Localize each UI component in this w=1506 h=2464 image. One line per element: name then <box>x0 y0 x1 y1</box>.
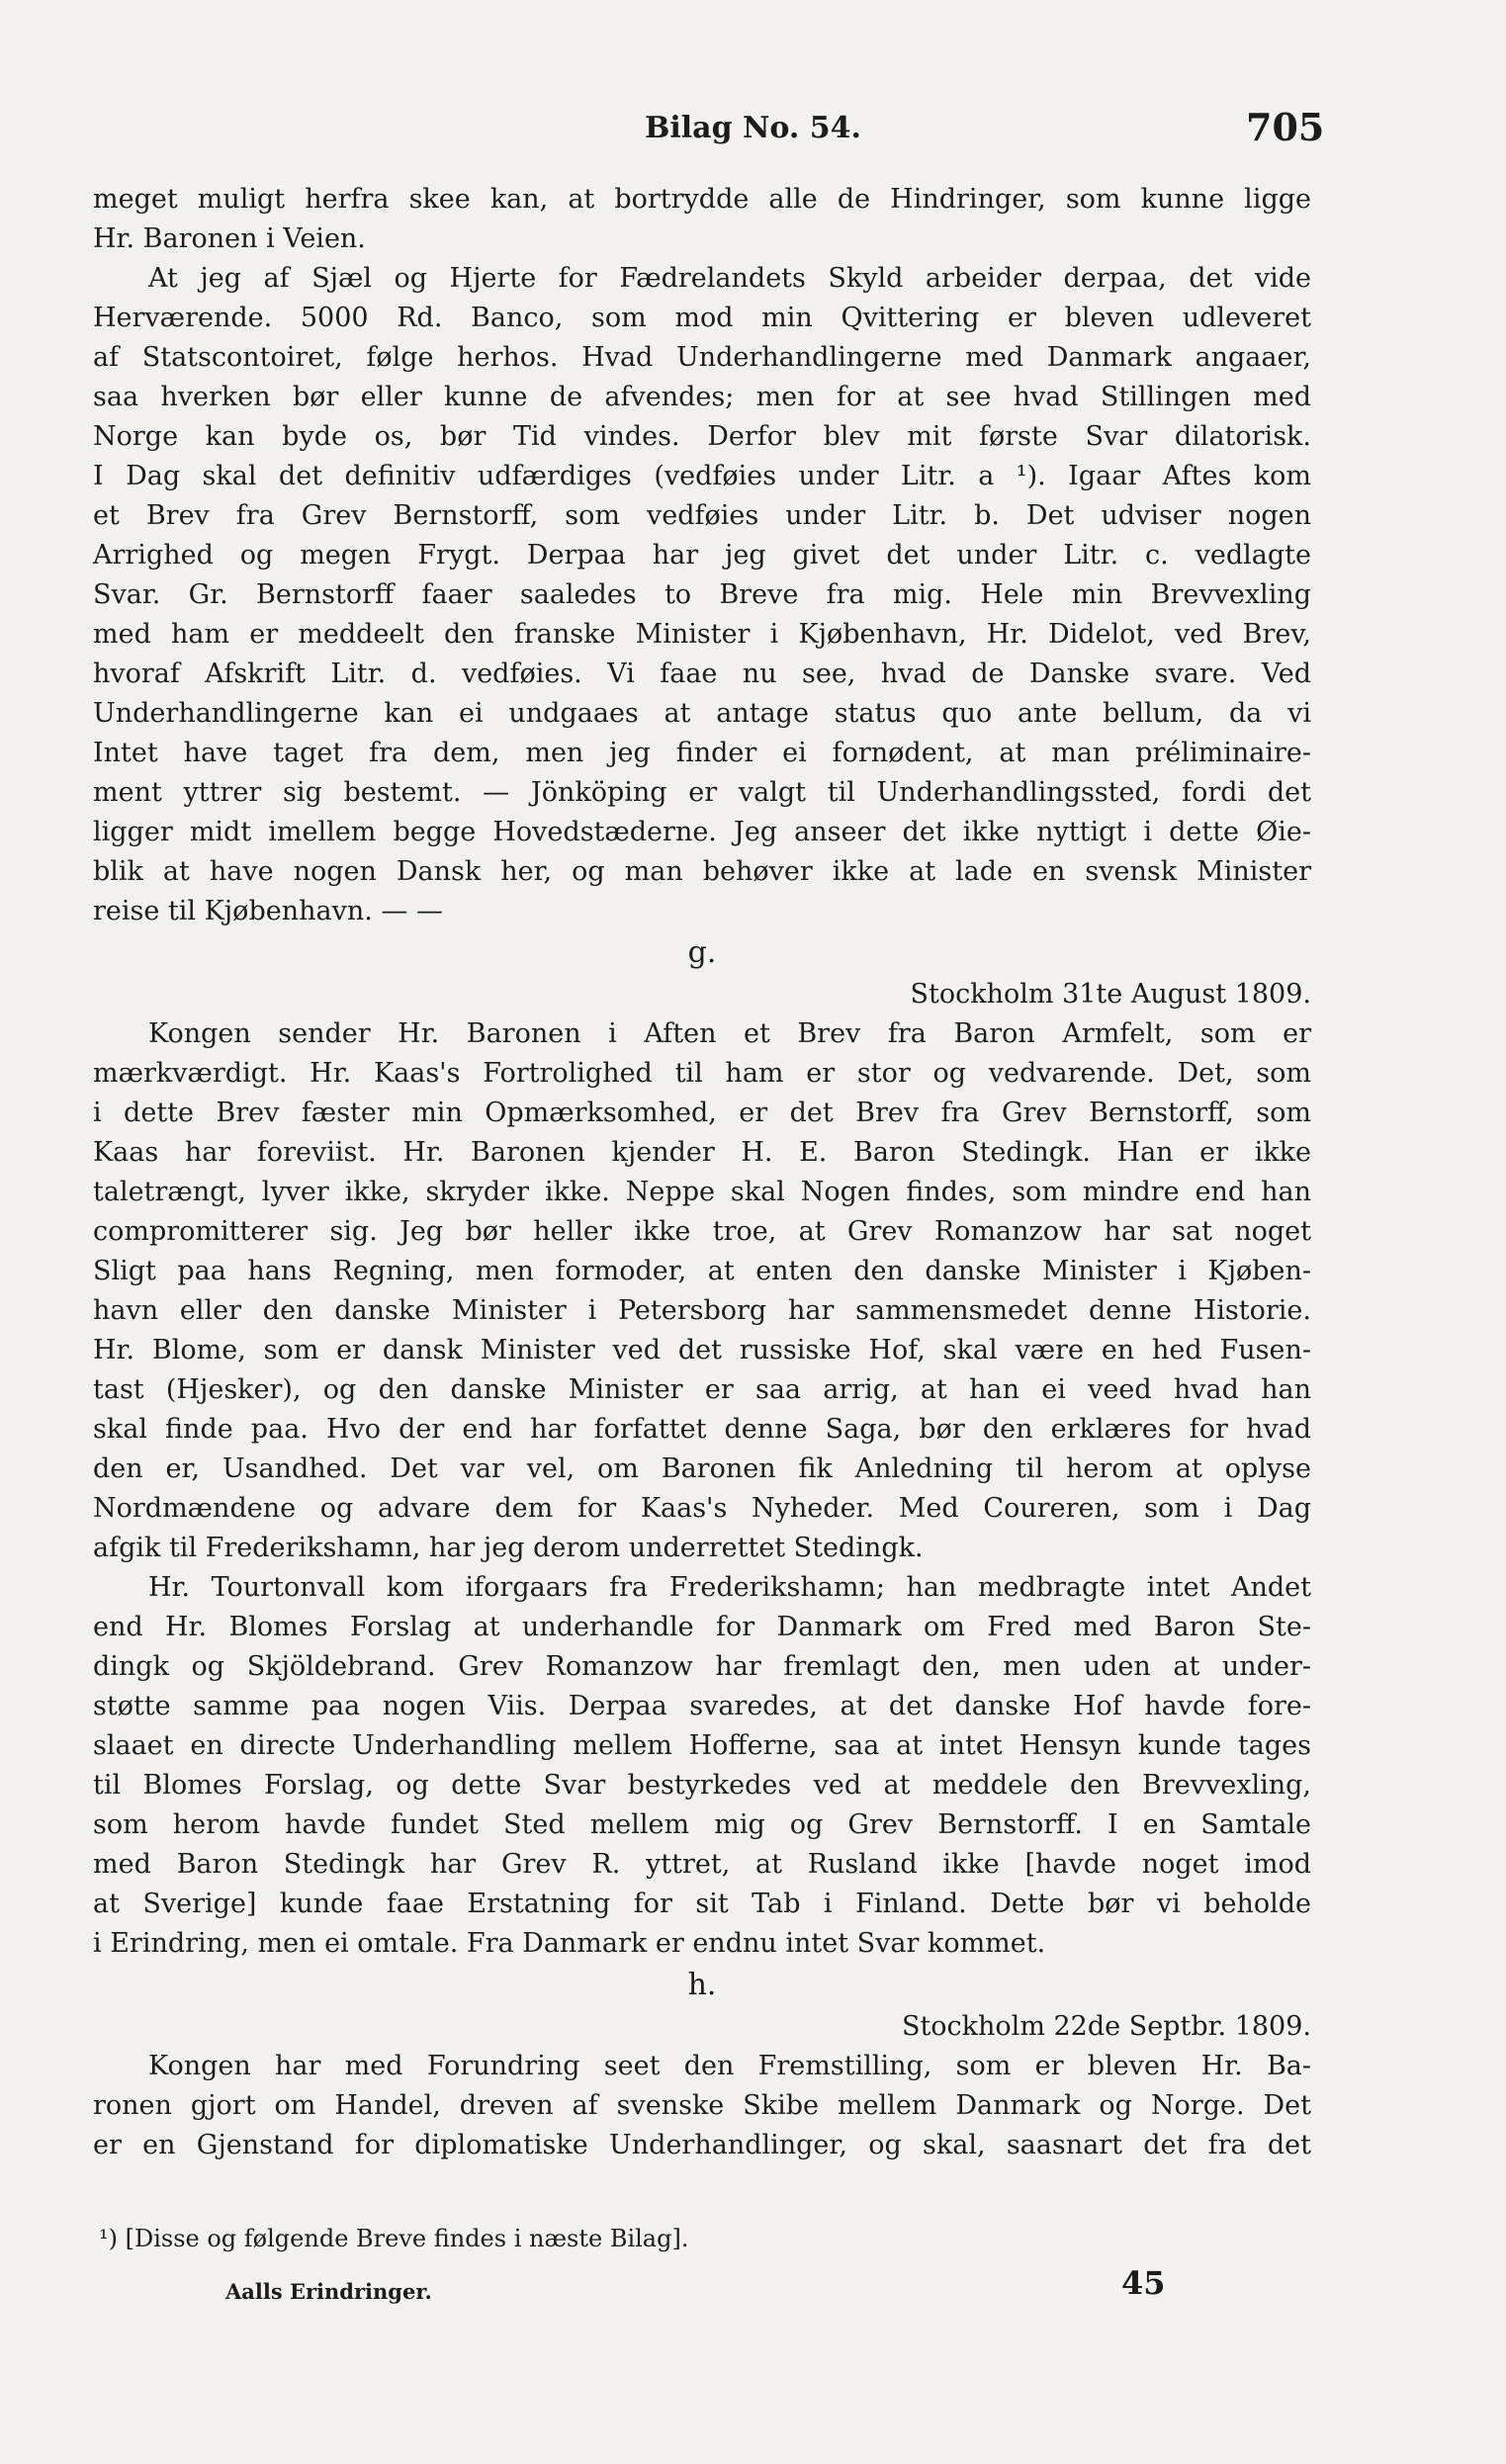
signature-number: 45 <box>1121 2264 1166 2302</box>
signature-mark: Aalls Erindringer. <box>225 2279 432 2304</box>
text-line: Hr. Tourtonvall kom iforgaars fra Frederikshamn; han medbragte intet Andet <box>148 1572 1311 1603</box>
text-line: Kongen sender Hr. Baronen i Aften et Brev fra Baron Armfelt, som er <box>148 1018 1311 1049</box>
text-line: afgik til Frederikshamn, har jeg derom underrettet Stedingk. <box>93 1533 924 1563</box>
section-h-text <box>93 2047 1311 2165</box>
section-g-text <box>93 1014 1311 1964</box>
text-line: af Statscontoiret, følge herhos. Hvad Underhandlingerne med Danmark angaaer, <box>93 342 1311 373</box>
running-header: Bilag No. 54. <box>645 111 861 145</box>
page-number: 705 <box>1246 105 1325 149</box>
text-line: meget muligt herfra skee kan, at bortrydde alle de Hindringer, som kunne ligge <box>93 184 1311 215</box>
text-line: compromitterer sig. Jeg bør heller ikke troe, at Grev Romanzow har sat noget <box>93 1216 1311 1247</box>
dateline-g: Stockholm 31te August 1809. <box>910 979 1311 1010</box>
text-line: end Hr. Blomes Forslag at underhandle for Danmark om Fred med Baron Ste- <box>93 1612 1311 1642</box>
text-line: skal finde paa. Hvo der end har forfattet denne Saga, bør den erklæres for hvad <box>93 1414 1311 1445</box>
text-line: at Sverige] kunde faae Erstatning for sit Tab i Finland. Dette bør vi beholde <box>93 1889 1311 1919</box>
text-line: Kongen har med Forundring seet den Fremstilling, som er bleven Hr. Ba- <box>148 2051 1311 2081</box>
text-line: som herom havde fundet Sted mellem mig og Grev Bernstorff. I en Samtale <box>93 1809 1311 1840</box>
text-line: At jeg af Sjæl og Hjerte for Fædrelandets Skyld arbeider derpaa, det vide <box>148 263 1311 294</box>
text-line: Hr. Blome, som er dansk Minister ved det russiske Hof, skal være en hed Fusen- <box>93 1335 1311 1365</box>
dateline-h: Stockholm 22de Septbr. 1809. <box>901 2011 1311 2042</box>
text-line: reise til Kjøbenhavn. — — <box>93 896 443 926</box>
text-line: Nordmændene og advare dem for Kaas's Nyheder. Med Coureren, som i Dag <box>93 1493 1311 1524</box>
text-line: Herværende. 5000 Rd. Banco, som mod min Qvittering er bleven udleveret <box>93 303 1311 333</box>
text-line: Sligt paa hans Regning, men formoder, at enten den danske Minister i Kjøben- <box>93 1256 1311 1286</box>
section-letter-g: g. <box>687 935 717 970</box>
text-line: ronen gjort om Handel, dreven af svenske Skibe mellem Danmark og Norge. Det <box>93 2090 1311 2121</box>
text-line: ligger midt imellem begge Hovedstæderne. Jeg anseer det ikke nyttigt i dette Øie- <box>93 817 1311 847</box>
text-line: Underhandlingerne kan ei undgaaes at antage status quo ante bellum, da vi <box>93 698 1311 729</box>
text-line: slaaet en directe Underhandling mellem Hofferne, saa at intet Hensyn kunde tages <box>93 1730 1311 1761</box>
text-line: i Erindring, men ei omtale. Fra Danmark er endnu intet Svar kommet. <box>93 1928 1046 1959</box>
text-line: saa hverken bør eller kunne de afvendes; men for at see hvad Stillingen med <box>93 382 1311 412</box>
text-line: blik at have nogen Dansk her, og man behøver ikke at lade en svensk Minister <box>93 856 1311 887</box>
text-line: Svar. Gr. Bernstorff faaer saaledes to Breve fra mig. Hele min Brevvexling <box>93 579 1311 610</box>
footnote: ¹) [Disse og følgende Breve findes i næste Bilag]. <box>99 2225 689 2252</box>
text-line: taletrængt, lyver ikke, skryder ikke. Neppe skal Nogen findes, som mindre end han <box>93 1177 1311 1207</box>
text-line: Arrighed og megen Frygt. Derpaa har jeg givet det under Litr. c. vedlagte <box>93 540 1311 571</box>
text-line: et Brev fra Grev Bernstorff, som vedføies under Litr. b. Det udviser nogen <box>93 500 1311 531</box>
section-letter-h: h. <box>687 1968 717 2002</box>
text-line: tast (Hjesker), og den danske Minister er saa arrig, at han ei veed hvad han <box>93 1374 1311 1405</box>
section-f-text <box>93 180 1311 931</box>
text-line: hvoraf Afskrift Litr. d. vedføies. Vi faae nu see, hvad de Danske svare. Ved <box>93 659 1311 689</box>
text-line: Norge kan byde os, bør Tid vindes. Derfor blev mit første Svar dilatorisk. <box>93 421 1311 452</box>
text-line: mærkværdigt. Hr. Kaas's Fortrolighed til ham er stor og vedvarende. Det, som <box>93 1058 1311 1089</box>
text-line: med ham er meddeelt den franske Minister i Kjøbenhavn, Hr. Didelot, ved Brev, <box>93 619 1311 650</box>
text-line: i dette Brev fæster min Opmærksomhed, er det Brev fra Grev Bernstorff, som <box>93 1098 1311 1128</box>
text-line: havn eller den danske Minister i Petersborg har sammensmedet denne Historie. <box>93 1295 1311 1326</box>
text-line: Hr. Baronen i Veien. <box>93 223 366 254</box>
text-line: støtte samme paa nogen Viis. Derpaa svaredes, at det danske Hof havde fore- <box>93 1691 1311 1721</box>
text-line: I Dag skal det definitiv udfærdiges (vedføies under Litr. a ¹). Igaar Aftes kom <box>93 461 1311 491</box>
text-line: den er, Usandhed. Det var vel, om Baronen fik Anledning til herom at oplyse <box>93 1453 1311 1484</box>
text-line: med Baron Stedingk har Grev R. yttret, at Rusland ikke [havde noget imod <box>93 1849 1311 1880</box>
text-line: dingk og Skjöldebrand. Grev Romanzow har fremlagt den, men uden at under- <box>93 1651 1311 1682</box>
page-body <box>93 180 1311 2165</box>
text-line: er en Gjenstand for diplomatiske Underhandlinger, og skal, saasnart det fra det <box>93 2130 1311 2160</box>
text-line: til Blomes Forslag, og dette Svar bestyrkedes ved at meddele den Brevvexling, <box>93 1770 1311 1801</box>
text-line: Kaas har foreviist. Hr. Baronen kjender H. E. Baron Stedingk. Han er ikke <box>93 1137 1311 1168</box>
text-line: ment yttrer sig bestemt. — Jönköping er valgt til Underhandlingssted, fordi det <box>93 777 1311 808</box>
text-line: Intet have taget fra dem, men jeg finder ei fornødent, at man préliminaire- <box>93 738 1311 768</box>
